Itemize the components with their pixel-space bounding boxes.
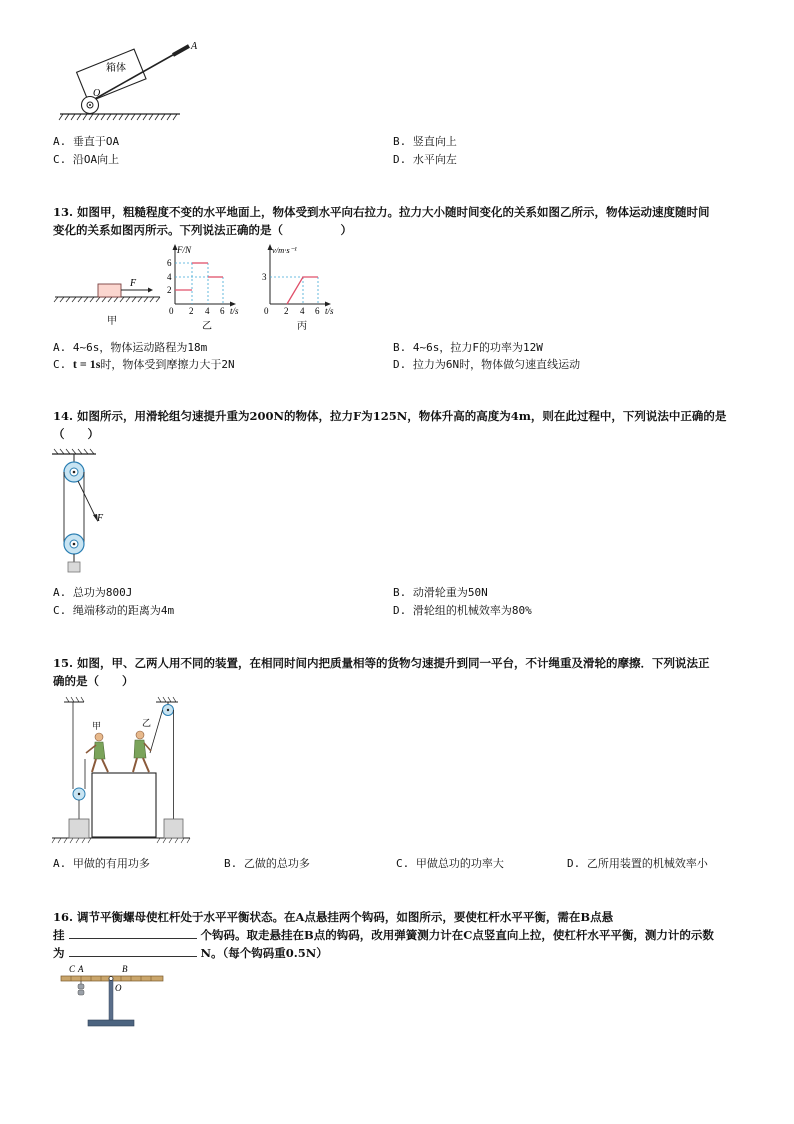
caption-bing: 丙 <box>297 321 307 332</box>
yi-xtick-6: 6 <box>220 306 225 316</box>
lever-label-b: B <box>122 964 128 974</box>
box-label: 箱体 <box>106 63 126 74</box>
yi-ytick-4: 4 <box>167 272 172 282</box>
lever-label-c: C <box>69 964 76 974</box>
q14-option-d[interactable]: D. 滑轮组的机械效率为80% <box>393 604 532 617</box>
q13-option-c[interactable]: C. t = 1s时，物体受到摩擦力大于2N <box>53 357 235 371</box>
q13-stem-line1: 13. 如图甲，粗糙程度不变的水平地面上，物体受到水平向右拉力。拉力大小随时间变化的关系如图乙所示，物体运动速度随时间 <box>53 205 710 219</box>
q13-figure-yi <box>160 240 250 332</box>
q15-option-d[interactable]: D. 乙所用装置的机械效率小 <box>567 857 708 870</box>
q13-option-a[interactable]: A. 4~6s，物体运动路程为18m <box>53 341 208 354</box>
q12-option-c[interactable]: C. 沿OA向上 <box>53 153 120 166</box>
q12-option-d[interactable]: D. 水平向左 <box>393 153 457 166</box>
bing-xtick-0: 0 <box>264 306 269 316</box>
person-yi <box>133 731 151 772</box>
bing-xtick-6: 6 <box>315 306 320 316</box>
yi-xtick-0: 0 <box>169 306 174 316</box>
yi-xtick-4: 4 <box>205 306 210 316</box>
q13-option-b[interactable]: B. 4~6s，拉力F的功率为12W <box>393 341 543 354</box>
label-yi: 乙 <box>142 718 152 728</box>
lever-label-a: A <box>78 964 84 974</box>
q15-option-a[interactable]: A. 甲做的有用功多 <box>53 857 150 870</box>
answer-blank-2[interactable] <box>69 944 197 957</box>
q16-lever-figure <box>56 960 168 1030</box>
q15-stem-line2: 确的是（ ） <box>53 674 134 688</box>
q14-option-a[interactable]: A. 总功为800J <box>53 586 133 599</box>
q16-stem-line3: 为 N。（每个钩码重0.5N） <box>53 946 328 960</box>
answer-blank-1[interactable] <box>69 926 197 939</box>
bing-ylabel: v/m·s⁻¹ <box>272 245 297 255</box>
yi-ytick-2: 2 <box>167 285 172 295</box>
caption-yi: 乙 <box>202 321 212 332</box>
q15-figure <box>50 693 200 845</box>
bing-xtick-4: 4 <box>300 306 305 316</box>
q14-option-c[interactable]: C. 绳端移动的距离为4m <box>53 604 175 617</box>
yi-xlabel: t/s <box>230 306 239 316</box>
person-jia <box>86 733 108 772</box>
q15-option-c[interactable]: C. 甲做总功的功率大 <box>396 857 504 870</box>
bing-xlabel: t/s <box>325 306 334 316</box>
q14-option-b[interactable]: B. 动滑轮重为50N <box>393 586 488 599</box>
q13-figure-bing <box>255 240 345 332</box>
bing-ytick-3: 3 <box>262 272 267 282</box>
q14-force-label: F <box>97 513 104 524</box>
lever-label-o: O <box>115 983 122 993</box>
q14-stem-line2: （ ） <box>53 427 99 441</box>
q14-pulley-figure <box>48 448 118 576</box>
yi-ytick-6: 6 <box>167 258 172 268</box>
q13-figure-jia <box>52 270 167 330</box>
label-jia: 甲 <box>92 721 102 731</box>
force-f-label: F <box>130 278 137 289</box>
bing-xtick-2: 2 <box>284 306 289 316</box>
yi-xtick-2: 2 <box>189 306 194 316</box>
q16-stem-line2: 挂 个钩码。取走悬挂在B点的钩码，改用弹簧测力计在C点竖直向上拉，使杠杆水平平衡，测力计的示数 <box>53 928 714 942</box>
point-a-label: A <box>191 41 198 52</box>
q14-stem-line1: 14. 如图所示，用滑轮组匀速提升重为200N的物体，拉力F为125N，物体升高的高度为4m，则在此过程中，下列说法中正确的是 <box>53 409 727 423</box>
q15-stem-line1: 15. 如图，甲、乙两人用不同的装置，在相同时间内把质量相等的货物匀速提升到同一平台，不计绳重及滑轮的摩擦．下列说法正 <box>53 656 710 670</box>
point-o-label: O <box>93 88 101 99</box>
q16-stem-line1: 16. 调节平衡螺母使杠杆处于水平平衡状态。在A点悬挂两个钩码，如图所示，要使杠杆水平平衡，需在B点悬 <box>53 910 614 924</box>
q13-option-d[interactable]: D. 拉力为6N时，物体做匀速直线运动 <box>393 358 581 371</box>
q13-stem-line2: 变化的关系如图丙所示。下列说法正确的是（ ） <box>53 223 352 237</box>
q12-option-b[interactable]: B. 竖直向上 <box>393 135 457 148</box>
yi-ylabel: F/N <box>177 245 192 255</box>
q15-option-b[interactable]: B. 乙做的总功多 <box>224 857 310 870</box>
q12-option-a[interactable]: A. 垂直于OA <box>53 135 120 148</box>
q12-figure <box>55 30 215 125</box>
caption-jia: 甲 <box>107 316 117 327</box>
